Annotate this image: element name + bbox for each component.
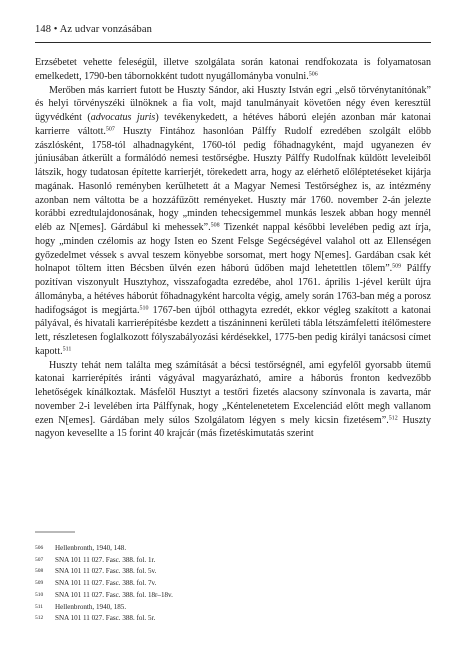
footnote-text: SNA 101 11 027. Fasc. 388. fol. 18r–18v. xyxy=(55,590,173,599)
paragraph xyxy=(35,84,431,359)
footnote xyxy=(35,590,431,602)
text-run: Huszty Fintához hasonlóan Pálffy Rudolf ezredében szolgált előbb zászlósként, 1758-tól alhadnagyként, 1760-tól pedig főhadnagyként, majd ugyanezen év júniusában átkerült a formálódó nemesi testőrségbe. Huszty Pálffy Rudolfnak küldött leveleiből látszik, hogy tudatosan építette karrierjét, törekedett arra, hogy az elérhető előléptetéseket kijárja magának. Hasonló reményben kerülhetett át a Magyar Nemesi Testőrséghez is, az intézmény azonban nem váltotta be a hozzáfűzött reményeket. Huszty már 1760. november 2-án jelezte korábbi ezredtulajdonosának, hogy „minden tehecsigemmel munkás leszek abban hogy mennél eléb az N[emes]. Gárdábul ki mehessek”. xyxy=(35,125,431,233)
italic-text: advocatus juris xyxy=(90,112,156,123)
footnote-ref: 510 xyxy=(139,304,149,311)
footnote-ref: 511 xyxy=(62,346,72,353)
footnote xyxy=(35,613,431,625)
footnote-number: 511 xyxy=(35,603,44,610)
footnote-text: SNA 101 11 027. Fasc. 388. fol. 5v. xyxy=(55,567,157,576)
text-run: Huszty nagyon kevesellte a 15 forint 40 krajcár (más fizetéskimutatás szerint xyxy=(35,414,431,440)
footnote-ref: 509 xyxy=(392,263,402,270)
footnote-text: Hellenbronth, 1940, 148. xyxy=(55,544,127,552)
footnotes xyxy=(35,543,431,625)
footnote-separator xyxy=(35,531,75,533)
footnote-text: SNA 101 11 027. Fasc. 388. fol. 1r. xyxy=(55,555,156,564)
footnote-text: Hellenbronth, 1940, 185. xyxy=(55,602,127,611)
text-run: 1767-ben újból otthagyta ezredét, ekkor végleg szakított a katonai pályával, és hivatali karrierépítésbe kezdett a tiszáninneni kerületi tábla létszámfeletti ítélőmestere lett, részletesen foglalkozott fólyszabályozási kérdésekkel, 1775-ben pedig királyi tanácsosi címet kapott. xyxy=(35,304,431,357)
running-head xyxy=(35,24,152,35)
text-run: Tizenkét nappal későbbi levelében pedig azt írja, hogy „minden czélomis az hogy Isten eo Szent Felsge Segécségével valahol ott az Ellenségen győzedelmet véssek s avval teszem könyebbe sorsomat, mert hogy N[emes]. Gardában csak két holnapot töltem itten Bécsben ülvén ezen háború üdőben majd lehetettlen tőlem”. xyxy=(35,222,431,275)
text-run: Pálffy pozitívan viszonyult Husztyhoz, visszafogadta ezredébe, ahol 1761. április 1-jével került újra állományba, a hétéves háborút főhadnagyként harcolta végig, amely során 1763-ban még a porosz hadifogságot is megjárta. xyxy=(35,263,431,316)
paragraph xyxy=(35,359,431,442)
footnote-ref: 508 xyxy=(210,222,220,229)
body-text xyxy=(35,56,431,441)
footnote xyxy=(35,602,431,614)
footnote xyxy=(35,543,431,555)
footnote xyxy=(35,566,431,578)
text-run: ) tevékenykedett, a hétéves háború elején azonban már katonai karrierre váltott. xyxy=(35,112,431,137)
text-run: Huszty tehát nem találta meg számítását a bécsi testőrségnél, ami egyfelől gyorsabb ütemű katonai karrierépítés iránti vágyával magyarázható, amire a háborús fronton kedvezőbb lehetőségek kínálkoztak. Másfelől Husztyt a testőri fizetés alacsony színvonala is zavarta, már november 2-i levelében írta Pálffynak, hogy „Kéntelenetetem Excelenciád előtt megh vallanom ezen N[emes]. Gárdában mely súlos Szolgálatom légyen s mely kicsin fizetésem”. xyxy=(35,359,431,426)
text-run: Erzsébetet vehette feleségül, illetve szolgálata során katonai rendfokozata is folyamatosan emelkedett, 1790-ben tábornokként tudott nyugállományba vonulni. xyxy=(35,57,431,82)
chapter-title: Az udvar vonzásában xyxy=(59,24,153,35)
header-rule xyxy=(35,42,431,43)
footnote-ref: 507 xyxy=(105,126,115,133)
page-number: 148 xyxy=(35,24,52,35)
footnote-number: 509 xyxy=(35,580,44,587)
paragraph xyxy=(35,56,431,84)
footnote-text: SNA 101 11 027. Fasc. 388. fol. 7v. xyxy=(55,579,157,588)
footnote-number: 506 xyxy=(35,545,44,551)
footnote-number: 508 xyxy=(35,568,44,575)
footnote xyxy=(35,578,431,590)
footnote-number: 510 xyxy=(35,591,44,598)
text-run: Merőben más karriert futott be Huszty Sándor, aki Huszty István egri „első törvénytanítónak” és helyi törvényszéki ülnöknek a fia volt, majd tanulmányait követően négy éven keresztül ügyvédként ( xyxy=(35,84,431,123)
footnote-ref: 512 xyxy=(388,414,398,421)
header-bullet: • xyxy=(53,24,58,35)
footnote-number: 507 xyxy=(35,556,44,563)
footnote xyxy=(35,555,431,567)
footnote-number: 512 xyxy=(35,615,44,622)
footnote-text: SNA 101 11 027. Fasc. 388. fol. 5r. xyxy=(55,614,156,623)
footnote-ref: 506 xyxy=(308,71,318,78)
